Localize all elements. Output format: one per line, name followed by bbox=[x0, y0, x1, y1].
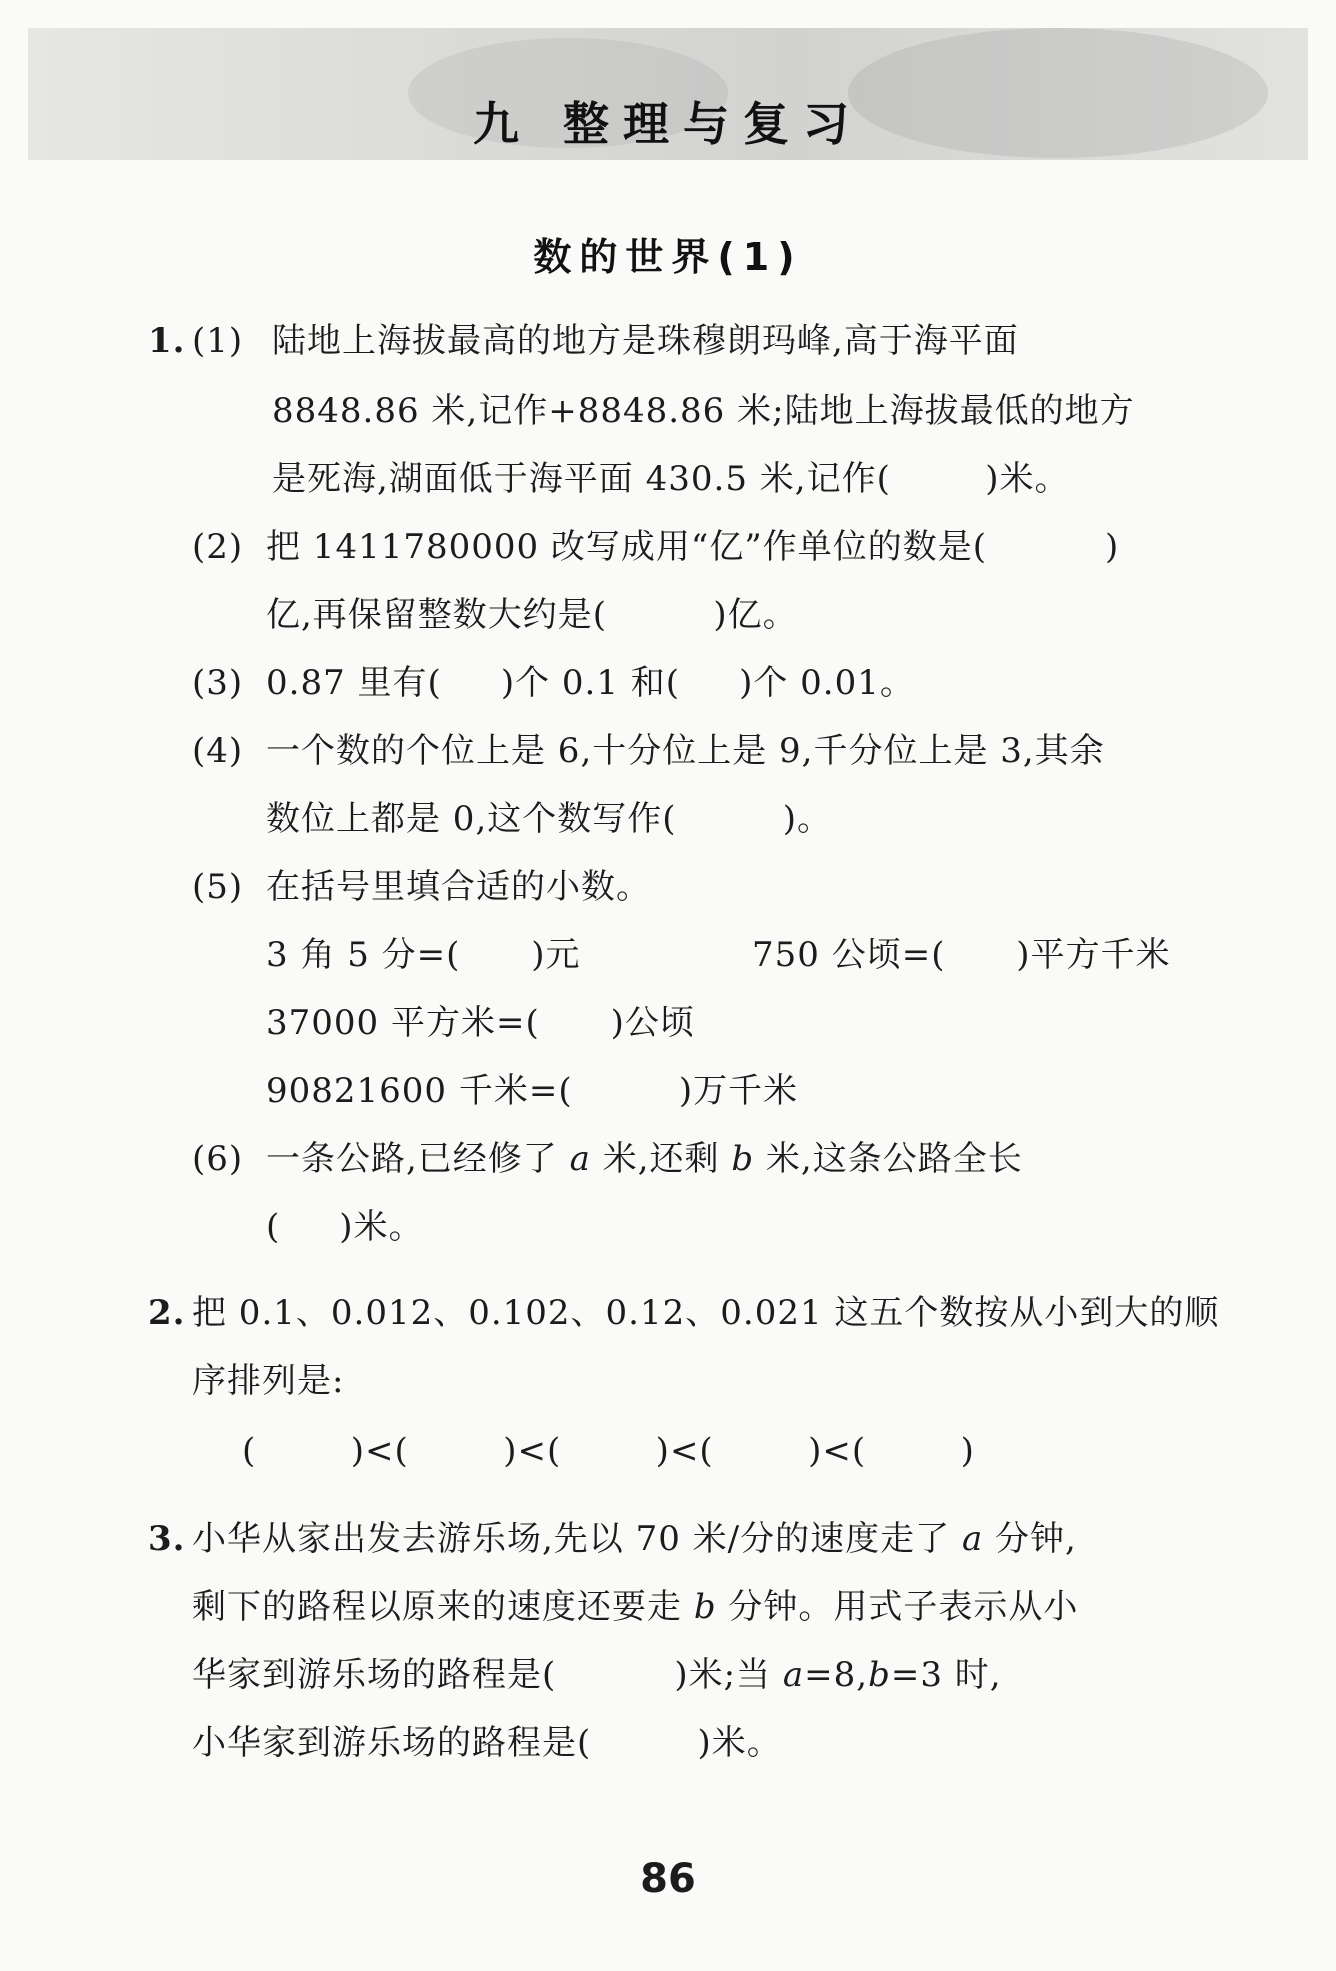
variable-b: b bbox=[731, 1139, 755, 1179]
question-text: 一个数的个位上是 6,十分位上是 9,千分位上是 3,其余 bbox=[266, 731, 1105, 771]
question-text bbox=[266, 1136, 1023, 1182]
question-text bbox=[192, 1584, 1078, 1630]
text-segment: 分钟。用式子表示从小 bbox=[716, 1587, 1079, 1627]
ordering-blanks: ( )<( )<( )<( )<( ) bbox=[242, 1431, 975, 1471]
section-title: 数的世界(1) bbox=[533, 235, 803, 279]
question-text: 8848.86 米,记作+8848.86 米;陆地上海拔最低的地方 bbox=[272, 391, 1135, 431]
text-segment: 剩下的路程以原来的速度还要走 bbox=[192, 1587, 694, 1627]
conversion-item: 90821600 千米=( )万千米 bbox=[266, 1071, 799, 1111]
question-text: 数位上都是 0,这个数写作( )。 bbox=[266, 799, 833, 839]
text-segment: =8, bbox=[804, 1655, 869, 1695]
variable-b: b bbox=[693, 1587, 717, 1627]
text-segment: 米,这条公路全长 bbox=[754, 1139, 1023, 1179]
question-text: 亿,再保留整数大约是( )亿。 bbox=[266, 595, 798, 635]
question-text: 序排列是: bbox=[192, 1361, 345, 1401]
chapter-title: 九 整理与复习 bbox=[472, 97, 863, 151]
question-number: 3. bbox=[148, 1519, 186, 1559]
conversion-item: 37000 平方米=( )公顷 bbox=[266, 1003, 695, 1043]
sub-question-label: (5) bbox=[192, 867, 244, 907]
question-text: 陆地上海拔最高的地方是珠穆朗玛峰,高于海平面 bbox=[272, 321, 1019, 361]
question-text: 在括号里填合适的小数。 bbox=[266, 867, 651, 907]
variable-b: b bbox=[868, 1655, 891, 1695]
conversion-item: 750 公顷=( )平方千米 bbox=[752, 935, 1171, 975]
variable-a: a bbox=[961, 1519, 984, 1559]
sub-question-label: (6) bbox=[192, 1139, 244, 1179]
question-text: 小华家到游乐场的路程是( )米。 bbox=[192, 1723, 782, 1763]
text-segment: 一条公路,已经修了 bbox=[266, 1139, 570, 1179]
text-segment: 华家到游乐场的路程是( )米;当 bbox=[192, 1655, 783, 1695]
conversion-item: 3 角 5 分=( )元 bbox=[266, 935, 581, 975]
text-segment: 米,还剩 bbox=[590, 1139, 732, 1179]
question-text bbox=[192, 1652, 1002, 1698]
question-text: 把 0.1、0.012、0.102、0.12、0.021 这五个数按从小到大的顺 bbox=[192, 1293, 1220, 1333]
text-segment: 小华从家出发去游乐场,先以 70 米/分的速度走了 bbox=[192, 1519, 962, 1559]
question-text: 是死海,湖面低于海平面 430.5 米,记作( )米。 bbox=[272, 459, 1070, 499]
variable-a: a bbox=[782, 1655, 805, 1695]
sub-question-label: (3) bbox=[192, 663, 244, 703]
question-text: 把 1411780000 改写成用“亿”作单位的数是( ) bbox=[266, 527, 1120, 567]
sub-question-label: (4) bbox=[192, 731, 244, 771]
text-segment: 分钟, bbox=[983, 1519, 1077, 1559]
question-text: ( )米。 bbox=[266, 1207, 424, 1247]
question-text bbox=[192, 1516, 1077, 1562]
text-segment: =3 时, bbox=[890, 1655, 1002, 1695]
question-number: 1. bbox=[148, 321, 186, 361]
sub-question-label: (2) bbox=[192, 527, 244, 567]
page-number: 86 bbox=[640, 1856, 696, 1902]
question-number: 2. bbox=[148, 1293, 186, 1333]
question-text: 0.87 里有( )个 0.1 和( )个 0.01。 bbox=[266, 663, 915, 703]
sub-question-label: (1) bbox=[192, 321, 244, 361]
variable-a: a bbox=[569, 1139, 591, 1179]
